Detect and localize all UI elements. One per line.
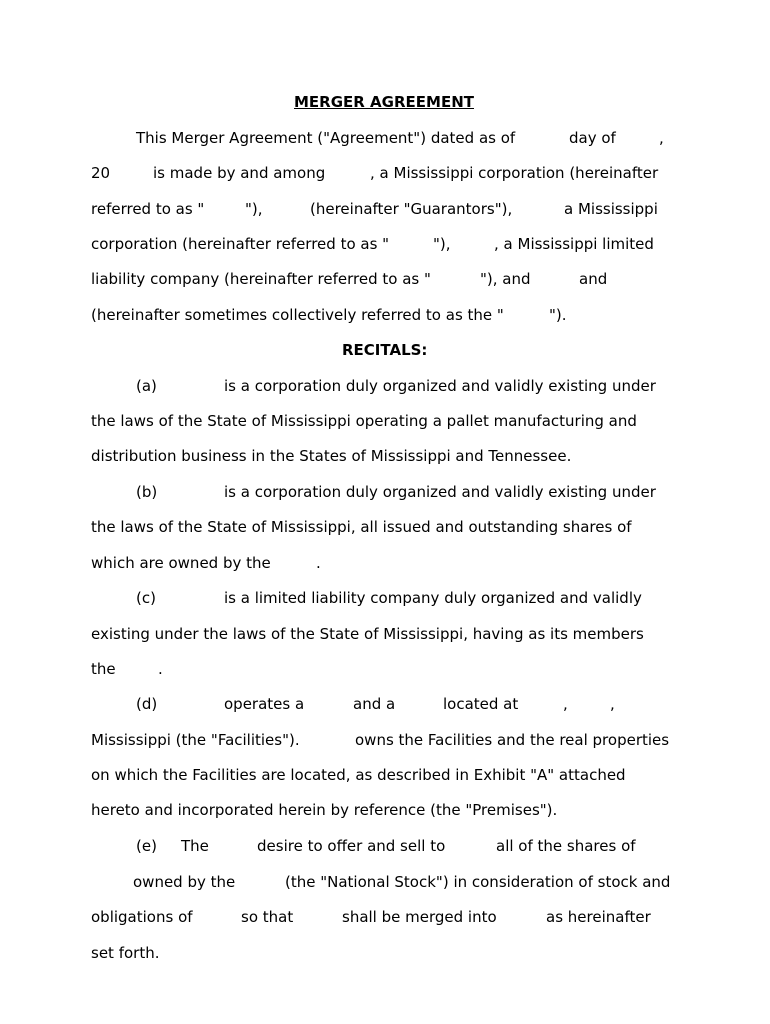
recital-e-line-3b: so that — [241, 908, 294, 926]
intro-line-2c: , a Mississippi corporation (hereinafter — [370, 164, 659, 182]
recital-e-line-4: set forth. — [91, 944, 160, 962]
intro-line-3d: a Mississippi — [564, 200, 658, 218]
recital-d-line-1d: , — [563, 695, 568, 713]
intro-line-5c: and — [579, 270, 608, 288]
intro-line-1a: This Merger Agreement ("Agreement") dated as of — [136, 129, 516, 147]
recital-e-line-3c: shall be merged into — [342, 908, 497, 926]
recital-a-label: (a) — [136, 377, 157, 395]
recital-d-line-1b: and a — [353, 695, 396, 713]
recital-d-line-2b: owns the Facilities and the real properties — [355, 731, 670, 749]
intro-line-1b: day of — [569, 129, 616, 147]
intro-line-3c: (hereinafter "Guarantors"), — [310, 200, 513, 218]
intro-line-6b: "). — [549, 306, 567, 324]
recital-e-line-1a: The — [181, 837, 209, 855]
recital-e-line-2b: (the "National Stock") in consideration of stock and — [285, 873, 671, 891]
intro-line-3b: "), — [245, 200, 263, 218]
recital-e-line-2a: owned by the — [133, 873, 236, 891]
recital-e-line-1b: desire to offer and sell to — [257, 837, 446, 855]
recital-b-label: (b) — [136, 483, 158, 501]
recital-a-line-3: distribution business in the States of Mississippi and Tennessee. — [91, 447, 572, 465]
recital-d-line-4: hereto and incorporated herein by reference (the "Premises"). — [91, 801, 558, 819]
recital-b-line-3a: which are owned by the — [91, 554, 271, 572]
recital-c-line-3a: the — [91, 660, 116, 678]
recital-d-line-1c: located at — [443, 695, 519, 713]
recital-a-line-1: is a corporation duly organized and validly existing under — [224, 377, 656, 395]
recital-c-label: (c) — [136, 589, 156, 607]
recital-e-label: (e) — [136, 837, 157, 855]
recital-d-line-3: on which the Facilities are located, as described in Exhibit "A" attached — [91, 766, 626, 784]
intro-line-5b: "), and — [480, 270, 531, 288]
recital-d-line-1e: , — [610, 695, 615, 713]
intro-line-6a: (hereinafter sometimes collectively referred to as the " — [91, 306, 504, 324]
recitals-heading: RECITALS: — [342, 341, 428, 359]
recital-d-label: (d) — [136, 695, 158, 713]
intro-line-3a: referred to as " — [91, 200, 205, 218]
intro-line-4c: , a Mississippi limited — [494, 235, 654, 253]
intro-line-1c: , — [659, 129, 664, 147]
recital-c-line-1: is a limited liability company duly organized and validly — [224, 589, 642, 607]
recital-e-line-1c: all of the shares of — [496, 837, 636, 855]
intro-line-4a: corporation (hereinafter referred to as " — [91, 235, 390, 253]
document-title: MERGER AGREEMENT — [294, 93, 474, 111]
recital-b-line-1: is a corporation duly organized and validly existing under — [224, 483, 656, 501]
intro-line-5a: liability company (hereinafter referred to as " — [91, 270, 431, 288]
recital-c-line-2: existing under the laws of the State of Mississippi, having as its members — [91, 625, 644, 643]
recital-e-line-3d: as hereinafter — [546, 908, 651, 926]
intro-line-4b: "), — [433, 235, 451, 253]
recital-d-line-1a: operates a — [224, 695, 305, 713]
recital-e-line-3a: obligations of — [91, 908, 193, 926]
recital-a-line-2: the laws of the State of Mississippi operating a pallet manufacturing and — [91, 412, 637, 430]
intro-line-2b: is made by and among — [153, 164, 326, 182]
recital-d-line-2a: Mississippi (the "Facilities"). — [91, 731, 300, 749]
intro-line-2a: 20 — [91, 164, 111, 182]
recital-c-line-3b: . — [158, 660, 163, 678]
recital-b-line-2: the laws of the State of Mississippi, all issued and outstanding shares of — [91, 518, 632, 536]
recital-b-line-3b: . — [316, 554, 321, 572]
